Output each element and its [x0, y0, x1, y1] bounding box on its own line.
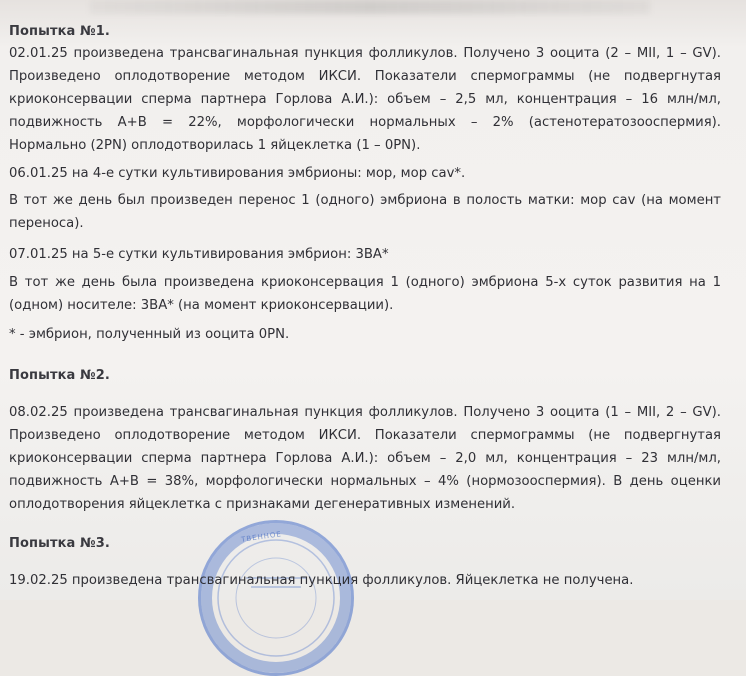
attempt-1-paragraph-5 [9, 271, 721, 317]
attempt-1-paragraph-4 [9, 243, 389, 266]
text-line: В тот же день была произведена криоконсервация 1 (одного) эмбриона 5-х суток развития на 1 [9, 275, 721, 290]
text-line: Произведено оплодотворение методом ИКСИ. Показатели спермограммы (не подвергнутая [9, 69, 721, 84]
text-line: подвижность А+В = 38%, морфологически нормальных – 4% (нормозооспермия). В день оценки [9, 474, 721, 489]
text-line: переноса). [9, 216, 84, 231]
attempt-2-paragraph-1 [9, 401, 721, 516]
scan-shadow [90, 0, 650, 14]
attempt-3-heading: Попытка №3. [9, 536, 110, 551]
text-line: криоконсервации сперма партнера Горлова А.И.): объем – 2,0 мл, концентрация – 23 млн/мл, [9, 451, 721, 466]
text-line: Произведено оплодотворение методом ИКСИ. Показатели спермограммы (не подвергнутая [9, 428, 721, 443]
attempt-1-paragraph-3 [9, 189, 721, 235]
text-line: 19.02.25 произведена трансвагинальная пункция фолликулов. Яйцеклетка не получена. [9, 573, 634, 588]
text-line: Нормально (2PN) оплодотворилась 1 яйцеклетка (1 – 0PN). [9, 138, 421, 153]
text-line: (одном) носителе: 3ВА* (на момент криоконсервации). [9, 298, 394, 313]
text-line: 06.01.25 на 4-е сутки культивирования эмбрионы: мор, мор cav*. [9, 166, 466, 181]
attempt-1-paragraph-2 [9, 162, 465, 185]
attempt-1-footnote [9, 323, 289, 346]
text-line: В тот же день был произведен перенос 1 (одного) эмбриона в полость матки: мор cav (на момент [9, 193, 721, 208]
text-line: 02.01.25 произведена трансвагинальная пункция фолликулов. Получено 3 ооцита (2 – MII, 1 – GV). [9, 46, 721, 61]
attempt-2-heading: Попытка №2. [9, 368, 110, 383]
text-line: криоконсервации сперма партнера Горлова А.И.): объем – 2,5 мл, концентрация – 16 млн/мл, [9, 92, 721, 107]
text-line: 08.02.25 произведена трансвагинальная пункция фолликулов. Получено 3 ооцита (1 – MII, 2 – GV). [9, 405, 721, 420]
text-line: оплодотворения яйцеклетка с признаками дегенеративных изменений. [9, 497, 516, 512]
stamp-ring-icon [201, 523, 351, 673]
text-line: подвижность А+В = 22%, морфологически нормальных – 2% (астенотератозооспермия). [9, 115, 721, 130]
text-line: 07.01.25 на 5-е сутки культивирования эмбрион: 3ВА* [9, 247, 389, 262]
attempt-1-paragraph-1 [9, 42, 721, 157]
attempt-1-heading: Попытка №1. [9, 24, 110, 39]
attempt-3-paragraph-1 [9, 569, 633, 592]
official-stamp [198, 520, 354, 676]
stamp-ring-text: ТВЕННОЕ [240, 530, 283, 544]
text-line: * - эмбрион, полученный из ооцита 0PN. [9, 327, 290, 342]
